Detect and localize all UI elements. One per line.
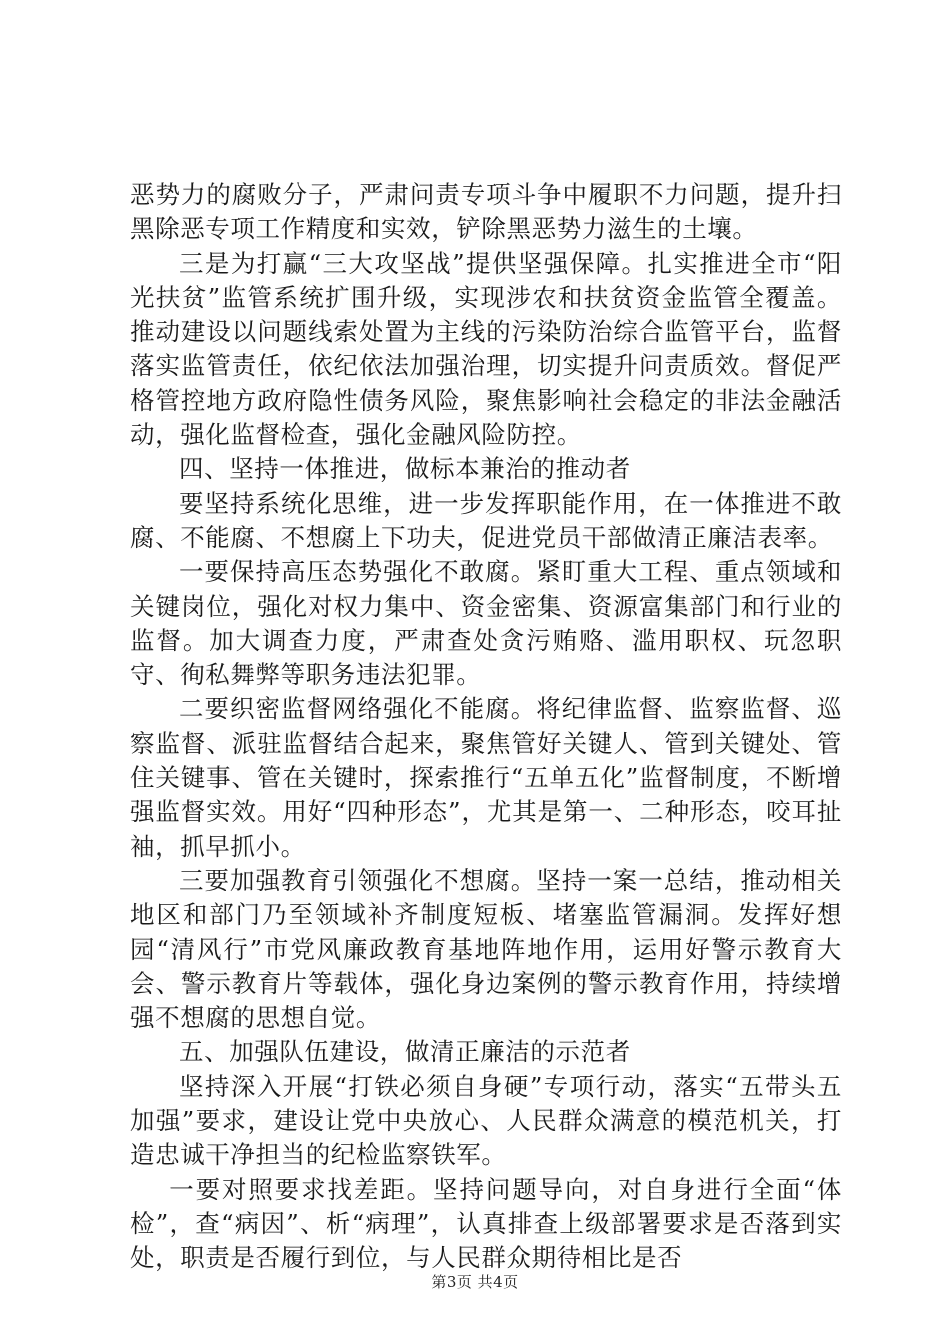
- paragraph: 坚持深入开展“打铁必须自身硬”专项行动，落实“五带头五加强”要求，建设让党中央放心、人民群众满意的模范机关，打造忠诚干净担当的纪检监察铁军。: [130, 1071, 842, 1170]
- section-heading: 四、坚持一体推进，做标本兼治的推动者: [179, 454, 631, 484]
- document-body: [130, 178, 842, 1276]
- paragraph: 一要保持高压态势强化不敢腐。紧盯重大工程、重点领域和关键岗位，强化对权力集中、资金密集、资源富集部门和行业的监督。加大调查力度，严肃查处贪污贿赂、滥用职权、玩忽职守、徇私舞弊等职务违法犯罪。: [130, 557, 842, 690]
- paragraph: 三要加强教育引领强化不想腐。坚持一案一总结，推动相关地区和部门乃至领域补齐制度短板、堵塞监管漏洞。发挥好想园“清风行”市党风廉政教育基地阵地作用，运用好警示教育大会、警示教育片等载体，强化身边案例的警示教育作用，持续增强不想腐的思想自觉。: [130, 865, 842, 1033]
- paragraph: 三是为打赢“三大攻坚战”提供坚强保障。扎实推进全市“阳光扶贫”监管系统扩围升级，实现涉农和扶贫资金监管全覆盖。推动建设以问题线索处置为主线的污染防治综合监管平台，监督落实监管责任，依纪依法加强治理，切实提升问责质效。督促严格管控地方政府隐性债务风险，聚焦影响社会稳定的非法金融活动，强化监督检查，强化金融风险防控。: [130, 248, 842, 450]
- paragraph: 恶势力的腐败分子，严肃问责专项斗争中履职不力问题，提升扫黑除恶专项工作精度和实效，铲除黑恶势力滋生的土壤。: [130, 180, 842, 244]
- paragraph: 二要织密监督网络强化不能腐。将纪律监督、监察监督、巡察监督、派驻监督结合起来，聚焦管好关键人、管到关键处、管住关键事、管在关键时，探索推行“五单五化”监督制度，不断增强监督实效。用好“四种形态”，尤其是第一、二种形态，咬耳扯袖，抓早抓小。: [130, 694, 842, 861]
- page-footer: 第3页 共4页: [431, 1273, 519, 1291]
- paragraph: 一要对照要求找差距。坚持问题导向，对自身进行全面“体检”，查“病因”、析“病理”，认真排查上级部署要求是否落到实处，职责是否履行到位，与人民群众期待相比是否: [130, 1174, 842, 1273]
- paragraph: 要坚持系统化思维，进一步发挥职能作用，在一体推进不敢腐、不能腐、不想腐上下功夫，促进党员干部做清正廉洁表率。: [130, 488, 842, 552]
- section-heading: 五、加强队伍建设，做清正廉洁的示范者: [179, 1037, 631, 1067]
